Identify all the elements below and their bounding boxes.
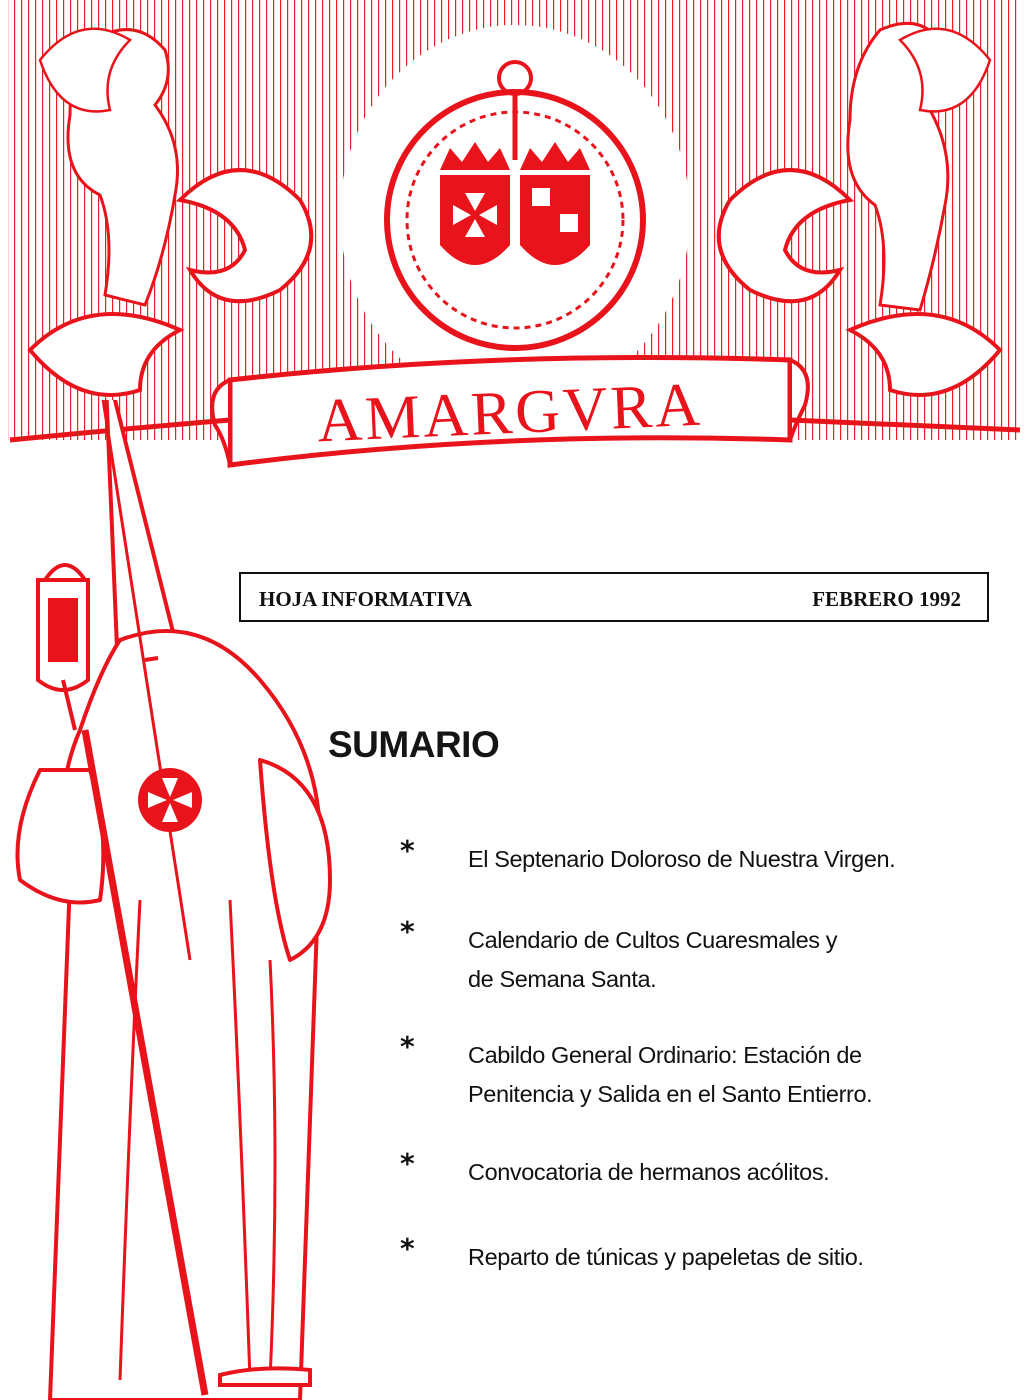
info-bar	[239, 572, 989, 622]
summary-item-text: Reparto de túnicas y papeletas de sitio.	[468, 1244, 864, 1270]
summary-item-text: El Septenario Doloroso de Nuestra Virgen.	[468, 846, 896, 872]
publication-date: FEBRERO 1992	[812, 587, 961, 611]
summary-title: SUMARIO	[328, 724, 500, 765]
bullet-asterisk: *	[400, 834, 415, 867]
summary-item-text: Convocatoria de hermanos acólitos.	[468, 1159, 830, 1185]
bullet-asterisk: *	[400, 915, 415, 948]
banner-title: AMARGVRA	[315, 370, 705, 456]
publication-type: HOJA INFORMATIVA	[259, 587, 473, 611]
bullet-asterisk: *	[400, 1147, 415, 1180]
bullet-asterisk: *	[400, 1232, 415, 1265]
summary-item-text: Calendario de Cultos Cuaresmales y de Semana Santa.	[468, 927, 838, 992]
bullet-asterisk: *	[400, 1030, 415, 1063]
nazareno-illustration	[0, 400, 360, 1400]
summary-item-text: Cabildo General Ordinario: Estación de Penitencia y Salida en el Santo Entierro.	[468, 1042, 873, 1107]
